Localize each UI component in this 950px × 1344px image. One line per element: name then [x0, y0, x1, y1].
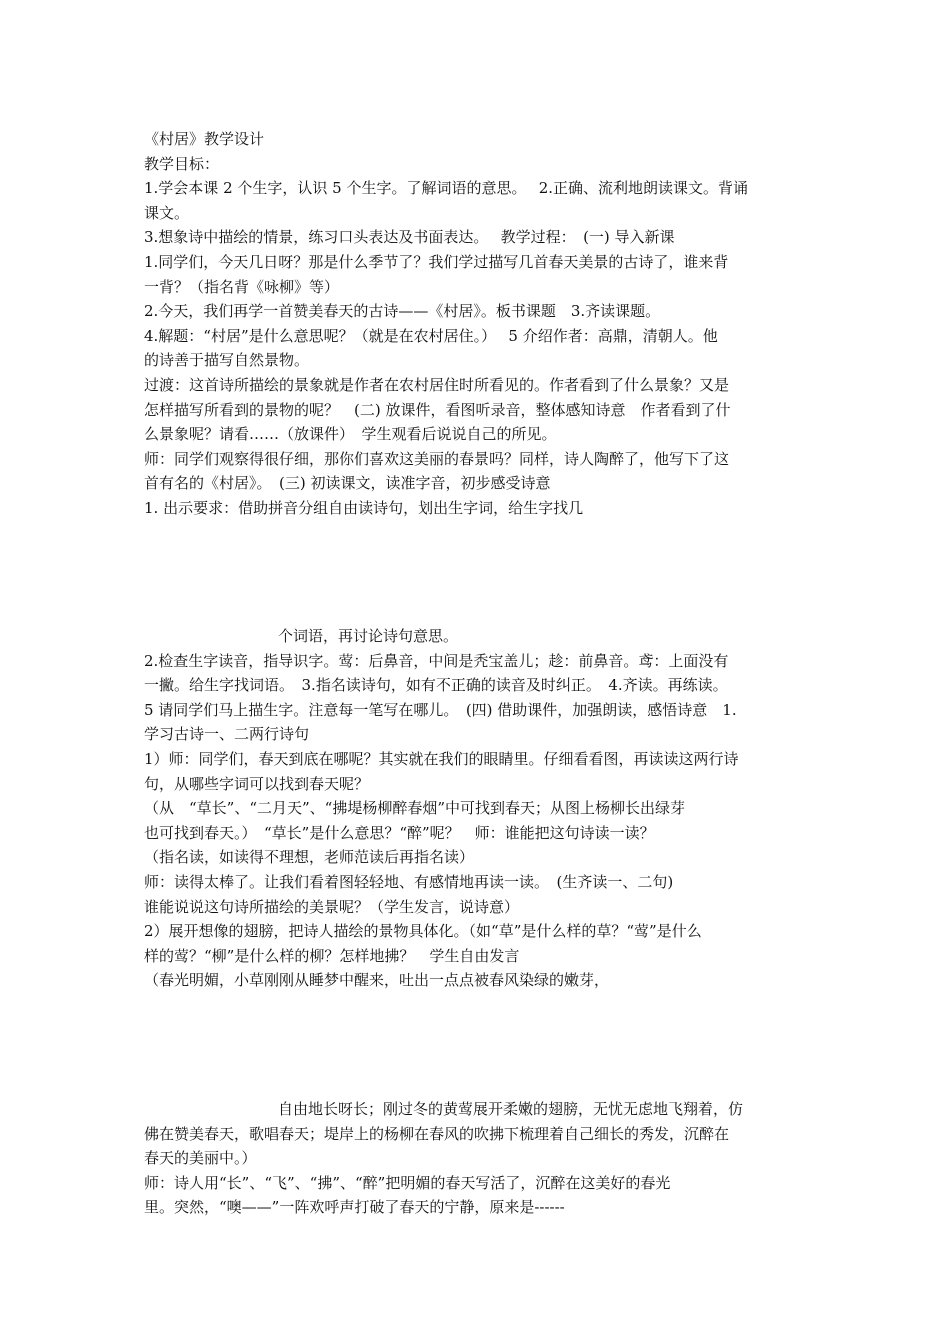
paragraph-line: 的诗善于描写自然景物。 [144, 351, 310, 370]
paragraph-line: 2.今天，我们再学一首赞美春天的古诗——《村居》。板书课题 3.齐读课题。 [144, 302, 661, 321]
paragraph-line: 怎样描写所看到的景物的呢？ (二) 放课件，看图听录音，整体感知诗意 作者看到了什 [144, 400, 731, 419]
paragraph-line: （从 “草长”、“二月天”、“拂堤杨柳醉春烟”中可找到春天；从图上杨柳长出绿芽 [144, 799, 686, 818]
text-block-1 [144, 127, 808, 521]
paragraph-line: （春光明媚，小草刚刚从睡梦中醒来，吐出一点点被春风染绿的嫩芽， [144, 971, 610, 990]
paragraph-line: 学习古诗一、二两行诗句 [144, 725, 310, 744]
paragraph-line: 里。突然，“噢——”一阵欢呼声打破了春天的宁静，原来是------ [144, 1198, 565, 1217]
doc-title: 《村居》教学设计 [144, 130, 265, 148]
paragraph-line: 春天的美丽中。） [144, 1149, 257, 1168]
paragraph-line: 也可找到春天。） “草长”是什么意思？“醉”呢？ 师：谁能把这句诗读一读？ [144, 823, 655, 842]
paragraph-line: 3.想象诗中描绘的情景，练习口头表达及书面表达。 教学过程： (一) 导入新课 [144, 228, 675, 247]
paragraph-line: 4.解题：“村居”是什么意思呢？（就是在农村居住。） 5 介绍作者：高鼎，清朝人。他 [144, 326, 718, 345]
paragraph-line-indented: 个词语，再讨论诗句意思。 [278, 627, 459, 645]
paragraph-line: 句，从哪些字词可以找到春天呢？ [144, 774, 370, 793]
paragraph-line: 师：诗人用“长”、“飞”、“拂”、“醉”把明媚的春天写活了，沉醉在这美好的春光 [144, 1173, 671, 1192]
paragraph-line: 1. 出示要求：借助拼音分组自由读诗句，划出生字词，给生字找几 [144, 498, 584, 517]
paragraph-line: 一撇。给生字找词语。 3.指名读诗句，如有不正确的读音及时纠正。 4.齐读。再练读。 [144, 676, 728, 695]
paragraph-line: 首有名的《村居》。 (三) 初读课文，读准字音，初步感受诗意 [144, 474, 551, 493]
paragraph-line: 5 请同学们马上描生字。注意每一笔写在哪儿。 (四) 借助课件，加强朗读，感悟诗意 1. [144, 700, 737, 719]
paragraph-line: 1.同学们，今天几日呀？那是什么季节了？我们学过描写几首春天美景的古诗了，谁来背 [144, 252, 729, 271]
section-heading-objectives: 教学目标： [144, 154, 220, 173]
text-block-2 [144, 624, 808, 993]
paragraph-line: 一背？（指名背《咏柳》等） [144, 277, 340, 296]
paragraph-line: 1）师：同学们，春天到底在哪呢？其实就在我们的眼睛里。仔细看看图，再读读这两行诗 [144, 749, 739, 768]
paragraph-line: 2）展开想像的翅膀，把诗人描绘的景物具体化。（如“草”是什么样的草？“莺”是什么 [144, 922, 702, 941]
paragraph-line: 课文。 [144, 203, 190, 222]
paragraph-line: 样的莺？“柳”是什么样的柳？怎样地拂？ 学生自由发言 [144, 946, 520, 965]
paragraph-line: 2.检查生字读音，指导识字。莺：后鼻音，中间是秃宝盖儿；趁：前鼻音。鸢：上面没有 [144, 651, 729, 670]
paragraph-line: 谁能说说这句诗所描绘的美景呢？（学生发言，说诗意） [144, 897, 520, 916]
paragraph-line: 佛在赞美春天，歌唱春天；堤岸上的杨柳在春风的吹拂下梳理着自己细长的秀发，沉醉在 [144, 1124, 730, 1143]
paragraph-line: 1.学会本课 2 个生字，认识 5 个生字。了解词语的意思。 2.正确、流利地朗读课文。背诵 [144, 179, 749, 198]
paragraph-line: 师：同学们观察得很仔细，那你们喜欢这美丽的春景吗？同样，诗人陶醉了，他写下了这 [144, 449, 730, 468]
paragraph-line: 过渡：这首诗所描绘的景象就是作者在农村居住时所看见的。作者看到了什么景象？又是 [144, 375, 730, 394]
paragraph-line: 么景象呢？请看……（放课件） 学生观看后说说自己的所见。 [144, 425, 557, 444]
text-block-3 [144, 1097, 808, 1220]
paragraph-line: 师：读得太棒了。让我们看着图轻轻地、有感情地再读一读。 (生齐读一、二句) [144, 872, 674, 891]
paragraph-line-indented: 自由地长呀长；刚过冬的黄莺展开柔嫩的翅膀，无忧无虑地飞翔着，仿 [278, 1100, 744, 1118]
paragraph-line: （指名读，如读得不理想，老师范读后再指名读） [144, 848, 475, 867]
